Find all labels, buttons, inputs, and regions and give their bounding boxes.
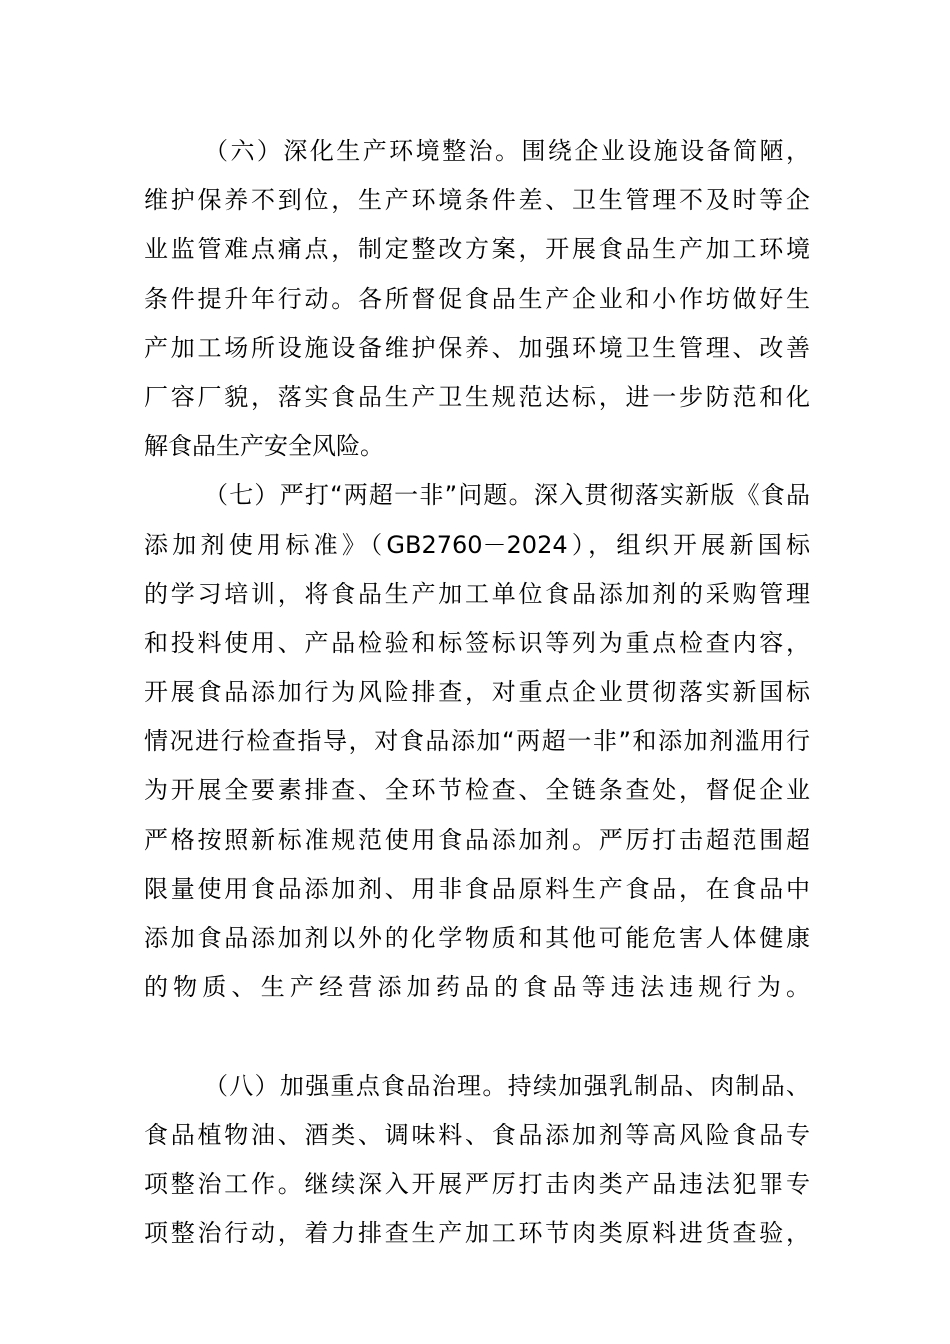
paragraph-line: 情况进行检查指导，对食品添加“两超一非”和添加剂滥用行	[144, 727, 810, 756]
paragraph-line: 产加工场所设施设备维护保养、加强环境卫生管理、改善	[144, 333, 810, 362]
paragraph-line	[144, 1012, 810, 1061]
paragraph-line: 开展食品添加行为风险排查，对重点企业贯彻落实新国标	[144, 678, 810, 707]
paragraph-line: （七）严打“两超一非”问题。深入贯彻落实新版《食品	[204, 481, 810, 510]
paragraph-line: 限量使用食品添加剂、用非食品原料生产食品，在食品中	[144, 874, 810, 903]
paragraph-line: 的物质、生产经营添加药品的食品等违法违规行为。	[144, 973, 810, 1002]
paragraph-line: 添加剂使用标准》（GB2760－2024），组织开展新国标	[144, 530, 810, 559]
paragraph-line: 的学习培训，将食品生产加工单位食品添加剂的采购管理	[144, 579, 810, 608]
paragraph-line: 厂容厂貌，落实食品生产卫生规范达标，进一步防范和化	[144, 382, 810, 411]
paragraph-line: 添加食品添加剂以外的化学物质和其他可能危害人体健康	[144, 924, 810, 952]
paragraph-six	[144, 127, 810, 471]
paragraph-line: （八）加强重点食品治理。持续加强乳制品、肉制品、	[204, 1071, 810, 1100]
paragraph-eight	[144, 1062, 810, 1259]
paragraph-line: 和投料使用、产品检验和标签标识等列为重点检查内容，	[144, 628, 810, 657]
document-body	[144, 127, 810, 1258]
paragraph-line: 项整治行动，着力排查生产加工环节肉类原料进货查验，	[144, 1219, 810, 1248]
paragraph-line: 业监管难点痛点，制定整改方案，开展食品生产加工环境	[144, 235, 810, 264]
paragraph-line: 条件提升年行动。各所督促食品生产企业和小作坊做好生	[144, 284, 810, 313]
paragraph-line: 项整治工作。继续深入开展严厉打击肉类产品违法犯罪专	[144, 1169, 810, 1198]
paragraph-line: （六）深化生产环境整治。围绕企业设施设备简陋，	[204, 137, 810, 165]
paragraph-line: 维护保养不到位，生产环境条件差、卫生管理不及时等企	[144, 186, 810, 215]
paragraph-line: 严格按照新标准规范使用食品添加剂。严厉打击超范围超	[144, 825, 810, 854]
paragraph-line: 解食品生产安全风险。	[144, 432, 384, 461]
paragraph-line: 食品植物油、酒类、调味料、食品添加剂等高风险食品专	[144, 1120, 810, 1149]
paragraph-seven	[144, 471, 810, 1061]
paragraph-line: 为开展全要素排查、全环节检查、全链条查处，督促企业	[144, 776, 810, 805]
